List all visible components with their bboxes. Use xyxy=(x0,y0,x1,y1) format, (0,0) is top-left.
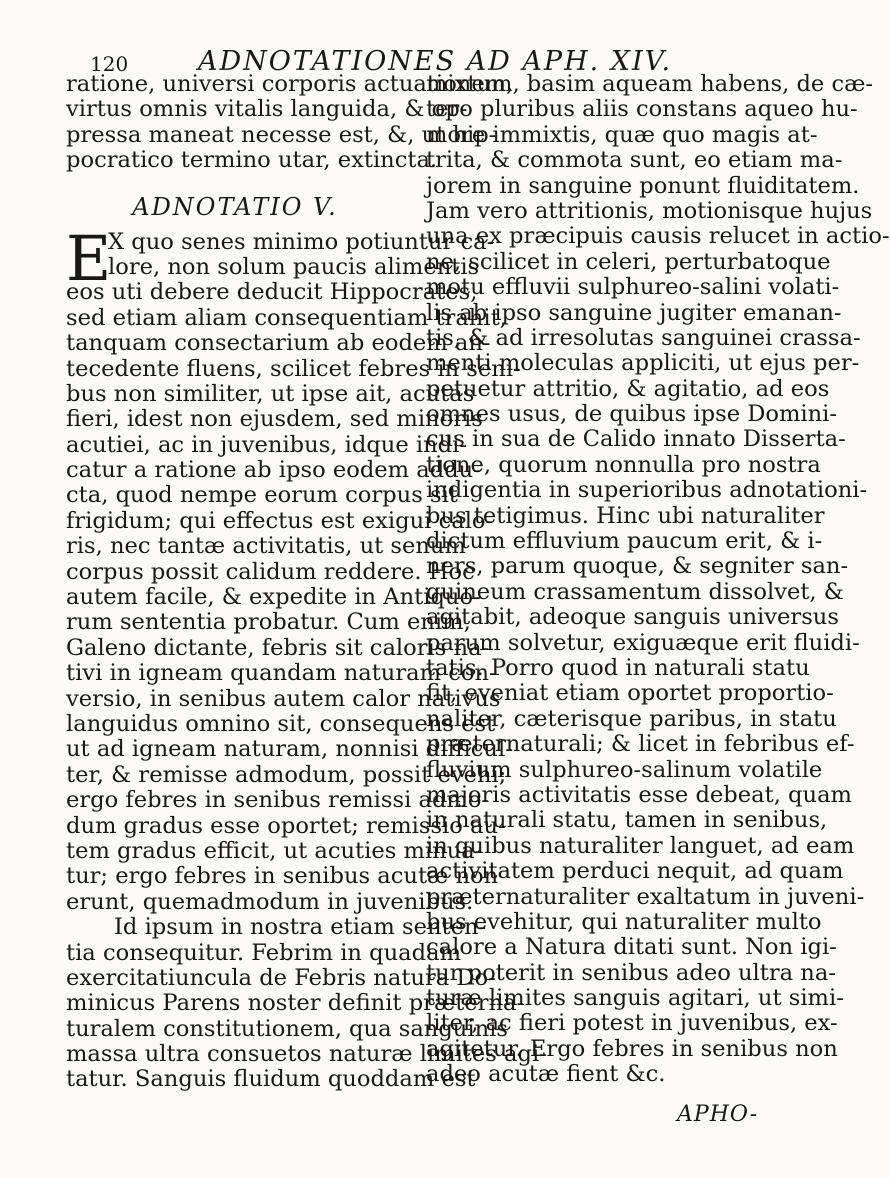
section-heading: ADNOTATIO V. xyxy=(132,192,338,221)
text-line: majoris activitatis esse debeat, quam xyxy=(426,781,852,808)
text-line: ne, scilicet in celeri, perturbatoque xyxy=(426,248,831,275)
text-line: more immixtis, quæ quo magis at- xyxy=(426,121,818,148)
text-line: in naturali statu, tamen in senibus, xyxy=(426,807,828,834)
text-line: trita, & commota sunt, eo etiam ma- xyxy=(426,147,843,174)
text-line: virtus omnis vitalis languida, & op- xyxy=(66,96,468,123)
text-line: cta, quod nempe eorum corpus sit xyxy=(66,482,458,509)
text-line: tione, quorum nonnulla pro nostra xyxy=(426,451,821,478)
text-line: bus non similiter, ut ipse ait, acutas xyxy=(66,380,475,407)
text-line: agitabit, adeoque sanguis universus xyxy=(426,604,839,631)
text-line: sed etiam aliam consequentiam trahit, xyxy=(66,304,507,331)
text-line: tecedente fluens, scilicet febres in seni- xyxy=(66,355,521,382)
text-line: eos uti debere deducit Hippocrates, xyxy=(66,279,478,306)
text-line: parum solvetur, exiguæque erit fluidi- xyxy=(426,629,860,656)
text-line: præternaturaliter exaltatum in juveni- xyxy=(426,883,865,910)
text-line: pressa maneat necesse est, &, ut hip- xyxy=(66,121,497,148)
text-line: præternaturali; & licet in febribus ef- xyxy=(426,731,855,758)
text-line: exercitatiuncula de Febris natura Do- xyxy=(66,964,496,991)
text-line: agitetur. Ergo febres in senibus non xyxy=(426,1035,838,1062)
text-line: tur poterit in senibus adeo ultra na- xyxy=(426,959,836,986)
text-line: tatis. Porro quod in naturali statu xyxy=(426,654,810,681)
text-line: dum gradus esse oportet; remissio au- xyxy=(66,812,506,839)
text-line: una ex præcipuis causis relucet in actio- xyxy=(426,223,890,250)
text-line: indigentia in superioribus adnotationi- xyxy=(426,477,868,504)
text-line: massa ultra consuetos naturæ limites agi- xyxy=(66,1041,547,1068)
text-line: ergo febres in senibus remissi admo- xyxy=(66,787,490,814)
text-line: Jam vero attritionis, motionisque hujus xyxy=(426,197,873,224)
text-line: jorem in sanguine ponunt fluiditatem. xyxy=(426,172,860,199)
right-column xyxy=(426,71,890,1088)
text-line: petuetur attritio, & agitatio, ad eos xyxy=(426,375,830,402)
text-line: liter, ac fieri potest in juvenibus, ex- xyxy=(426,1010,838,1037)
text-line: pocratico termino utar, extincta. xyxy=(66,147,438,174)
text-line: acutiei, ac in juvenibus, idque indi- xyxy=(66,431,468,458)
text-line: bus tetigimus. Hinc ubi naturaliter xyxy=(426,502,825,529)
page-number: 120 xyxy=(90,52,129,76)
text-line: tur; ergo febres in senibus acutæ non xyxy=(66,863,499,890)
text-line: versio, in senibus autem calor nativus xyxy=(66,685,501,712)
text-line: frigidum; qui effectus est exigui calo- xyxy=(66,507,494,534)
text-line: turæ limites sanguis agitari, ut simi- xyxy=(426,985,844,1012)
text-line: calore a Natura ditati sunt. Non igi- xyxy=(426,934,837,961)
text-line: fluvium sulphureo-salinum volatile xyxy=(426,756,823,783)
text-line: lis ab ipso sanguine jugiter emanan- xyxy=(426,299,842,326)
text-line: X quo senes minimo potiuntur ca- xyxy=(108,228,495,255)
text-line: languidus omnino sit, consequens est xyxy=(66,710,496,737)
text-line: tivi in igneam quandam naturam con- xyxy=(66,660,497,687)
text-line: tia consequitur. Febrim in quadam xyxy=(66,939,461,966)
running-head: ADNOTATIONES AD APH. XIV. xyxy=(198,46,673,77)
paragraph-body xyxy=(66,279,521,915)
text-line: autem facile, & expedite in Antiquo- xyxy=(66,584,481,611)
text-line: corpus possit calidum reddere. Hoc xyxy=(66,558,475,585)
text-line: cus in sua de Calido innato Disserta- xyxy=(426,426,846,453)
text-line: mixtum, basim aqueam habens, de cæ- xyxy=(426,71,874,97)
text-line: tero pluribus aliis constans aqueo hu- xyxy=(426,96,858,123)
drop-cap: E xyxy=(66,221,112,295)
text-line: ners, parum quoque, & segniter san- xyxy=(426,553,849,580)
text-line: activitatem perduci nequit, ad quam xyxy=(426,858,844,885)
text-line: ut ad igneam naturam, nonnisi difficul- xyxy=(66,736,513,763)
text-line: catur a ratione ab ipso eodem addu- xyxy=(66,457,481,484)
text-line: in quibus naturaliter languet, ad eam xyxy=(426,832,855,859)
text-line: dictum effluvium paucum erit, & i- xyxy=(426,528,823,555)
text-line: tis, & ad irresolutas sanguinei crassa- xyxy=(426,324,861,351)
text-line: fit, eveniat etiam oportet proportio- xyxy=(426,680,834,707)
text-line: bus evehitur, qui naturaliter multo xyxy=(426,908,822,935)
text-line: Id ipsum in nostra etiam senten- xyxy=(114,914,487,941)
text-line: tanquam consectarium ab eodem an- xyxy=(66,330,491,357)
text-line: adeo acutæ fient &c. xyxy=(426,1061,666,1088)
text-line: tatur. Sanguis fluidum quoddam est xyxy=(66,1066,476,1093)
text-line: lore, non solum paucis alimentis xyxy=(108,253,480,280)
text-line: minicus Parens noster definit præterna- xyxy=(66,990,525,1017)
text-line: naliter, cæterisque paribus, in statu xyxy=(426,705,837,732)
text-line: ter, & remisse admodum, possit evehi; xyxy=(66,761,507,788)
text-line: rum sententia probatur. Cum enim, xyxy=(66,609,471,636)
text-line: fieri, idest non ejusdem, sed minoris xyxy=(66,406,483,433)
text-line: ris, nec tantæ activitatis, ut senum xyxy=(66,533,466,560)
text-line: tem gradus efficit, ut acuties minua- xyxy=(66,837,483,864)
text-line: ratione, universi corporis actuationem, xyxy=(66,71,514,97)
text-line: turalem constitutionem, qua sanguinis xyxy=(66,1015,508,1042)
text-line: omnes usus, de quibus ipse Domini- xyxy=(426,401,838,428)
text-line: menti moleculas appliciti, ut ejus per- xyxy=(426,350,860,377)
text-line: guineum crassamentum dissolvet, & xyxy=(426,578,844,605)
catchword: APHO- xyxy=(677,1102,759,1127)
text-line: motu effluvii sulphureo-salini volati- xyxy=(426,274,840,301)
left-top-lines xyxy=(66,71,514,174)
text-line: erunt, quemadmodum in juvenibus. xyxy=(66,888,474,915)
text-line: Galeno dictante, febris sit caloris na- xyxy=(66,634,490,661)
